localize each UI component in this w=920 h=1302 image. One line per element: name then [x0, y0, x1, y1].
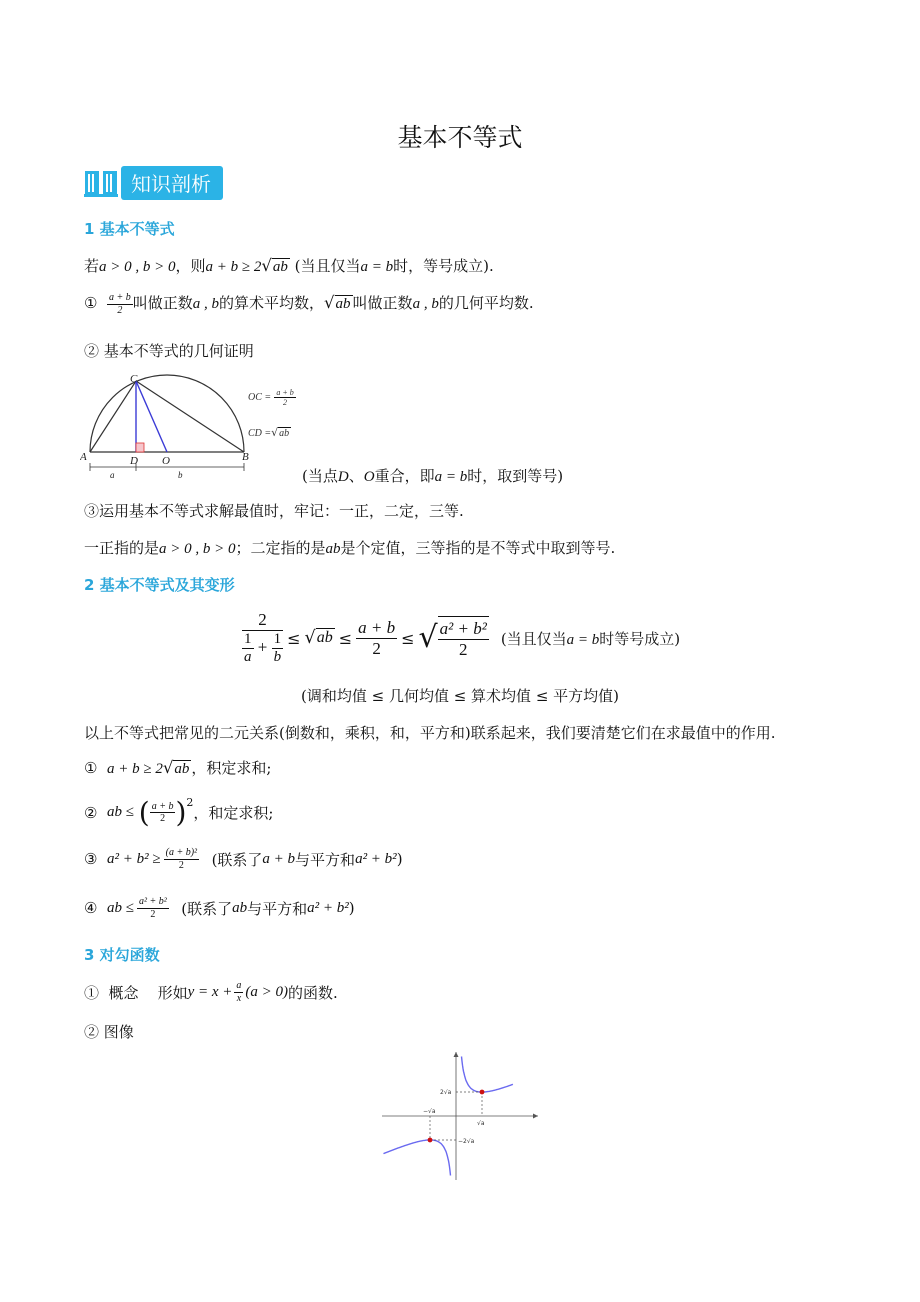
ineq-statement: 若a > 0 , b > 0，则a + b ≥ 2√ab (当且仅当a = b时，等号成立). — [84, 256, 494, 275]
label-d-point: D — [130, 455, 138, 467]
graph-label: ② 图像 — [84, 1023, 134, 1041]
variant-2: ② ab ≤ ( $\frac{a + b}{2}$ ) $^2$ ，和定求积; — [84, 796, 274, 829]
item-2: ② 基本不等式的几何证明 — [84, 342, 254, 360]
badge-label: 知识剖析 — [121, 166, 223, 200]
maximum-point — [428, 1138, 433, 1143]
right-angle-mark — [136, 443, 144, 452]
label-neg-2-root-a: −2√a — [458, 1138, 475, 1145]
section-2-heading: 2 基本不等式及其变形 — [84, 576, 235, 594]
concept-line: ① 概念 形如 y = x + $\frac{a}{x}$ (a > 0) 的函数. — [84, 980, 338, 1004]
nike-function-graph — [380, 1050, 540, 1182]
label-b-length: b — [178, 470, 183, 480]
page-title: 基本不等式 — [397, 123, 523, 152]
item-3-explanation: 一正指的是a > 0 , b > 0；二定指的是ab是个定值，三等指的是不等式中取到等号. — [84, 539, 616, 557]
curve-left-branch — [384, 1140, 451, 1176]
chain-description: 以上不等式把常见的二元关系(倒数和，乘积，和，平方和)联系起来，我们要清楚它们在求最值中的作用. — [84, 724, 776, 742]
figure-note: (当点D、O重合，即a = b时，取到等号) — [302, 467, 564, 485]
means-note: (调和均值 ≤ 几何均值 ≤ 算术均值 ≤ 平方均值) — [300, 687, 620, 705]
semicircle-arc — [90, 375, 244, 452]
item-1: ① $\frac{a + b}{2}$ 叫做正数a , b的算术平均数，√ab 叫做正数a , b的几何平均数. — [84, 292, 534, 316]
variant-1: ① a + b ≥ 2√ab ，积定求和; — [84, 758, 272, 777]
curve-right-branch — [462, 1057, 513, 1093]
label-a-length: a — [110, 470, 115, 480]
section-3-heading: 3 对勾函数 — [84, 946, 160, 964]
section-1-heading: 1 基本不等式 — [84, 220, 175, 238]
label-a-point: A — [80, 451, 87, 463]
item-3: ③运用基本不等式求解最值时，牢记：一正，二定，三等. — [84, 502, 464, 520]
mean-inequality-chain: 2 $\frac{1}{a}$ + $\frac{1}{b}$ ≤ √ ab ≤ $\frac{a + b}{2}$ ≤ √ $\frac{\text{a² + b²}}{2}$ (当且仅当a = b时等号成立) — [244, 609, 681, 665]
variant-4: ④ ab ≤ $\frac{\text{a² + b²}}{2}$ (联系了 ab 与平方和 a² + b² ) — [84, 896, 355, 920]
chord-ac — [90, 381, 136, 452]
variant-3: ③ a² + b² ≥ $\frac{\text{(a + b)²}}{2}$ (联系了 a + b 与平方和 a² + b² ) — [84, 847, 403, 871]
label-o-point: O — [162, 455, 170, 467]
minimum-point — [480, 1090, 485, 1095]
label-2-root-a: 2√a — [440, 1089, 452, 1096]
oc-formula: OC = $\frac{a + b}{2}$ — [248, 388, 294, 408]
label-c-point: C — [130, 373, 138, 385]
section-badge — [84, 165, 223, 201]
book-icon — [84, 167, 118, 199]
label-neg-root-a: −√a — [423, 1108, 436, 1115]
cd-formula: CD =√ab — [248, 426, 290, 439]
label-root-a: √a — [477, 1120, 485, 1127]
label-b-point: B — [242, 451, 249, 463]
